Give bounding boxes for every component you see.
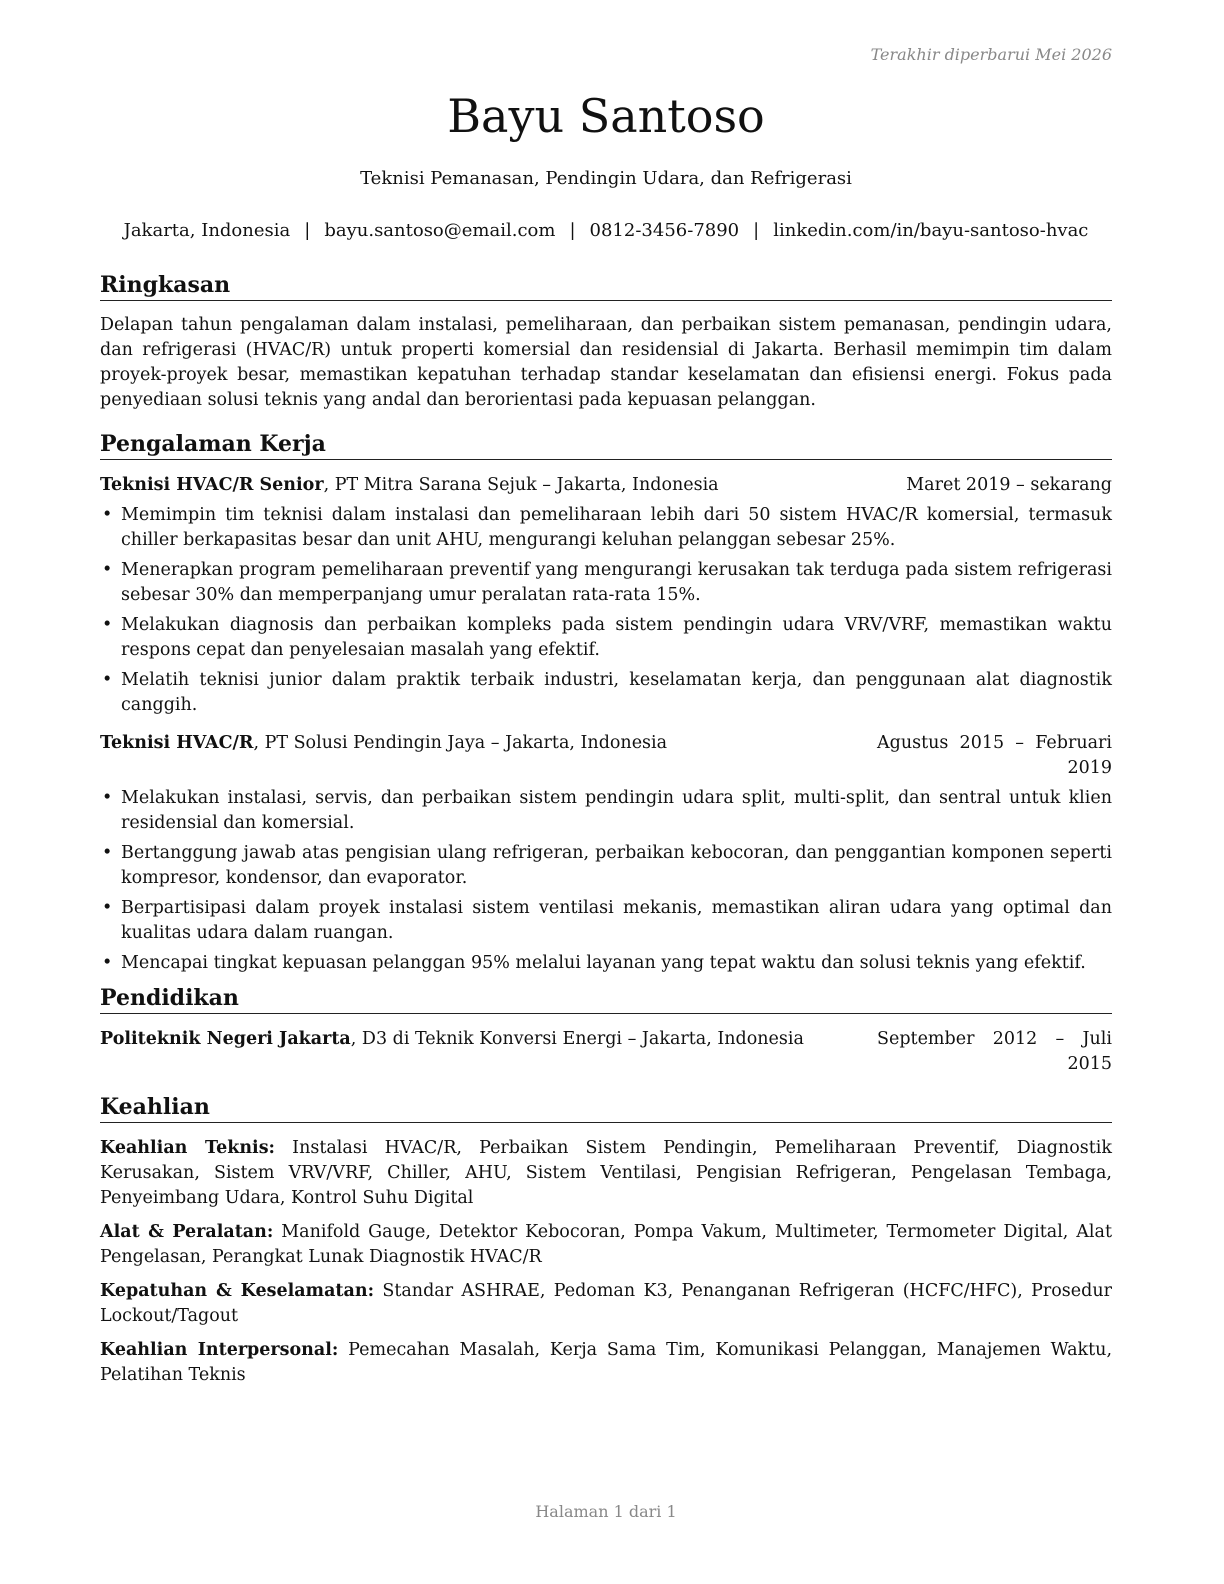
bullet-icon: • — [102, 788, 113, 808]
job-company: , PT Mitra Sarana Sejuk – Jakarta, Indonesia — [323, 475, 719, 495]
skill-group-items: Pemecahan Masalah, Kerja Sama Tim, Komunikasi Pelanggan, Manajemen Waktu, Pelatihan Teknis — [100, 1340, 1113, 1385]
bullet-icon: • — [102, 953, 113, 973]
bullet-text: Melakukan diagnosis dan perbaikan kompleks pada sistem pendingin udara VRV/VRF, memastikan waktu respons cepat dan penyelesaian masalah yang efektif. — [121, 615, 1112, 660]
bullet-text: Bertanggung jawab atas pengisian ulang refrigeran, perbaikan kebocoran, dan penggantian komponen seperti kompresor, kondensor, dan evaporator. — [121, 843, 1112, 888]
bullet-text: Berpartisipasi dalam proyek instalasi sistem ventilasi mekanis, memastikan aliran udara yang optimal dan kualitas udara dalam ruangan. — [121, 898, 1112, 943]
job-header — [100, 731, 1112, 781]
bullet-text: Mencapai tingkat kepuasan pelanggan 95% melalui layanan yang tepat waktu dan solusi teknis yang efektif. — [121, 953, 1086, 973]
contact-line — [80, 219, 1132, 243]
job-entry — [100, 731, 1112, 976]
experience-title: Pengalaman Kerja — [100, 429, 1112, 460]
job-title-line — [100, 731, 877, 781]
skill-group-items: Standar ASHRAE, Pedoman K3, Penanganan Refrigeran (HCFC/HFC), Prosedur Lockout/Tagout — [100, 1281, 1112, 1326]
job-bullets — [100, 503, 1112, 718]
education-section — [100, 983, 1112, 1077]
skill-group — [100, 1220, 1112, 1270]
bullet-text: Melakukan instalasi, servis, dan perbaikan sistem pendingin udara split, multi-split, dan sentral untuk klien residensial dan komersial. — [121, 788, 1112, 833]
skill-group-items: Manifold Gauge, Detektor Kebocoran, Pompa Vakum, Multimeter, Termometer Digital, Alat Pengelasan, Perangkat Lunak Diagnostik HVAC/R — [100, 1222, 1112, 1267]
skill-group — [100, 1338, 1112, 1388]
skill-group — [100, 1136, 1112, 1211]
job-entry — [100, 473, 1112, 718]
contact-location: Jakarta, Indonesia — [123, 220, 291, 241]
experience-section — [100, 429, 1112, 981]
bullet-item — [100, 613, 1112, 663]
education-detail: , D3 di Teknik Konversi Energi – Jakarta, Indonesia — [350, 1029, 804, 1049]
skill-group-label: Keahlian Interpersonal: — [100, 1340, 339, 1360]
bullet-item — [100, 951, 1112, 976]
bullet-text: Melatih teknisi junior dalam praktik terbaik industri, keselamatan kerja, dan penggunaan alat diagnostik canggih. — [121, 670, 1112, 715]
contact-email[interactable]: bayu.santoso@email.com — [324, 220, 556, 241]
contact-linkedin[interactable]: linkedin.com/in/bayu-santoso-hvac — [773, 220, 1089, 241]
summary-section — [100, 270, 1112, 413]
education-header — [100, 1027, 1112, 1077]
bullet-item — [100, 786, 1112, 836]
education-dates: September 2012 – Juli 2015 — [877, 1029, 1112, 1074]
job-bullets — [100, 786, 1112, 976]
bullet-item — [100, 896, 1112, 946]
bullet-icon: • — [102, 560, 113, 580]
bullet-item — [100, 668, 1112, 718]
candidate-headline: Teknisi Pemanasan, Pendingin Udara, dan Refrigerasi — [360, 168, 852, 189]
last-updated-note: Terakhir diperbarui Mei 2026 — [870, 45, 1112, 64]
candidate-name: Bayu Santoso — [447, 89, 765, 143]
bullet-icon: • — [102, 843, 113, 863]
resume-page — [100, 0, 1112, 1584]
contact-separator: | — [569, 220, 576, 241]
job-role: Teknisi HVAC/R Senior — [100, 475, 324, 495]
education-line — [100, 1027, 877, 1077]
page-footer: Halaman 1 dari 1 — [535, 1502, 677, 1521]
skill-group-label: Alat & Peralatan: — [100, 1222, 274, 1242]
contact-phone[interactable]: 0812-3456-7890 — [589, 220, 740, 241]
skill-group-label: Kepatuhan & Keselamatan: — [100, 1281, 375, 1301]
bullet-item — [100, 503, 1112, 553]
job-header — [100, 473, 1112, 498]
skill-group-label: Keahlian Teknis: — [100, 1138, 276, 1158]
summary-title: Ringkasan — [100, 270, 1112, 301]
bullet-item — [100, 558, 1112, 608]
job-title-line — [100, 473, 906, 498]
bullet-icon: • — [102, 670, 113, 690]
job-role: Teknisi HVAC/R — [100, 733, 254, 753]
contact-separator: | — [304, 220, 311, 241]
bullet-icon: • — [102, 898, 113, 918]
bullet-text: Menerapkan program pemeliharaan preventif yang mengurangi kerusakan tak terduga pada sistem refrigerasi sebesar 30% dan memperpanjang umur peralatan rata-rata 15%. — [121, 560, 1112, 605]
bullet-icon: • — [102, 615, 113, 635]
skills-title: Keahlian — [100, 1092, 1112, 1123]
bullet-text: Memimpin tim teknisi dalam instalasi dan pemeliharaan lebih dari 50 sistem HVAC/R komersial, termasuk chiller berkapasitas besar dan unit AHU, mengurangi keluhan pelanggan sebesar 25%. — [121, 505, 1112, 550]
education-school: Politeknik Negeri Jakarta — [100, 1029, 351, 1049]
job-dates: Maret 2019 – sekarang — [906, 475, 1112, 495]
job-company: , PT Solusi Pendingin Jaya – Jakarta, Indonesia — [253, 733, 668, 753]
education-title: Pendidikan — [100, 983, 1112, 1014]
skill-group — [100, 1279, 1112, 1329]
bullet-item — [100, 841, 1112, 891]
contact-separator: | — [753, 220, 760, 241]
skill-group-items: Instalasi HVAC/R, Perbaikan Sistem Pendingin, Pemeliharaan Preventif, Diagnostik Kerusakan, Sistem VRV/VRF, Chiller, AHU, Sistem Ventilasi, Pengisian Refrigeran, Pengelasan Tembaga, Penyeimbang Udara, Kontrol Suhu Digital — [100, 1138, 1112, 1208]
bullet-icon: • — [102, 505, 113, 525]
job-dates: Agustus 2015 – Februari 2019 — [877, 733, 1112, 778]
skills-section — [100, 1092, 1112, 1388]
summary-text: Delapan tahun pengalaman dalam instalasi, pemeliharaan, dan perbaikan sistem pemanasan, pendingin udara, dan refrigerasi (HVAC/R) untuk properti komersial dan residensial di Jakarta. Berhasil memimpin tim dalam proyek-proyek besar, memastikan kepatuhan terhadap standar keselamatan dan efisiensi energi. Fokus pada penyediaan solusi teknis yang andal dan berorientasi pada kepuasan pelanggan. — [100, 315, 1112, 410]
